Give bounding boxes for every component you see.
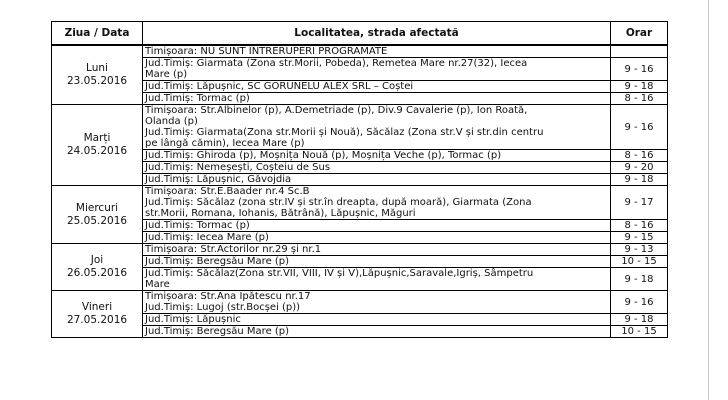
header-day: Ziua / Data: [52, 22, 143, 46]
hours-cell: [611, 45, 668, 58]
hours-cell: 10 - 15: [611, 256, 668, 268]
location-cell: [143, 256, 611, 268]
day-name: Marți: [83, 132, 111, 144]
location-line: Jud.Timiș: Nemeșești, Coșteiu de Sus: [145, 162, 331, 173]
location-cell: [143, 268, 611, 291]
table-row: [52, 220, 668, 232]
hours-cell: 9 - 18: [611, 81, 668, 93]
location-line: Mare (p): [145, 69, 188, 80]
header-hours: Orar: [611, 22, 668, 46]
location-line: Jud.Timiș: Beregsău Mare (p): [145, 326, 290, 337]
location-cell: [143, 162, 611, 174]
location-cell: [143, 244, 611, 256]
table-row: [52, 58, 668, 81]
location-cell: [143, 150, 611, 162]
hours-cell: 9 - 16: [611, 291, 668, 314]
day-cell: [52, 244, 143, 291]
table-row: [52, 93, 668, 105]
hours-cell: 9 - 16: [611, 58, 668, 81]
table-row: [52, 105, 668, 150]
location-cell: [143, 81, 611, 93]
hours-cell: 9 - 20: [611, 162, 668, 174]
table-row: [52, 326, 668, 338]
location-cell: [143, 232, 611, 244]
header-location: Localitatea, strada afectată: [143, 22, 611, 46]
table-row: [52, 244, 668, 256]
location-line: Timișoara: Str.Actorilor nr.29 și nr.1: [145, 244, 322, 255]
hours-cell: 8 - 16: [611, 93, 668, 105]
table-row: [52, 314, 668, 326]
location-line: Jud.Timiș: Ghiroda (p), Moșnița Nouă (p), Moșnița Veche (p), Tormac (p): [145, 150, 502, 161]
day-date: 23.05.2016: [66, 75, 128, 87]
table-row: [52, 256, 668, 268]
day-cell: [52, 45, 143, 105]
table-row: [52, 162, 668, 174]
location-line: str.Morii, Romana, Iohanis, Bătrână), Lăpușnic, Măguri: [145, 208, 416, 219]
location-line: Mare: [145, 279, 170, 290]
table-row: [52, 232, 668, 244]
location-line: Olanda (p): [145, 116, 198, 127]
location-line: Timișoara: Str.Albinelor (p), A.Demetriade (p), Div.9 Cavalerie (p), Ion Roată,: [145, 105, 528, 116]
location-cell: [143, 326, 611, 338]
header-row: [52, 22, 668, 46]
location-line: Jud.Timiș: Tormac (p): [145, 93, 250, 104]
table-row: [52, 150, 668, 162]
table-row: [52, 186, 668, 220]
location-line: Timișoara: NU SUNT ÎNTRERUPERI PROGRAMATE: [145, 46, 388, 57]
hours-cell: 9 - 18: [611, 174, 668, 186]
table-row: [52, 81, 668, 93]
location-cell: [143, 58, 611, 81]
day-date: 24.05.2016: [66, 145, 128, 157]
location-line: Jud.Timiș: Iecea Mare (p): [145, 232, 269, 243]
location-line: Jud.Timiș: Lugoj (str.Bocșei (p)): [145, 302, 301, 313]
table-row: [52, 268, 668, 291]
location-line: Jud.Timiș: Lăpușnic, Găvojdia: [145, 174, 292, 185]
hours-cell: 9 - 13: [611, 244, 668, 256]
day-date: 25.05.2016: [66, 214, 128, 227]
table-row: [52, 291, 668, 314]
day-cell: [52, 291, 143, 338]
location-cell: [143, 105, 611, 150]
page-edge-line: [708, 0, 709, 400]
hours-cell: 9 - 18: [611, 268, 668, 291]
hours-cell: 10 - 15: [611, 326, 668, 338]
location-line: Jud.Timiș: Săcălaz(Zona str.VII, VIII, IV și V),Lăpușnic,Saravale,Igriș, Sâmpetru: [145, 268, 534, 279]
day-date: 27.05.2016: [66, 314, 128, 326]
table-row: [52, 45, 668, 58]
hours-cell: 9 - 16: [611, 105, 668, 150]
location-line: Jud.Timiș: Beregsău Mare (p): [145, 256, 290, 267]
day-name: Luni: [86, 62, 108, 74]
location-line: Jud.Timiș: Lăpușnic, SC GORUNELU ALEX SRL – Coștei: [145, 81, 414, 92]
location-cell: [143, 186, 611, 220]
location-line: Jud.Timiș: Giarmata(Zona str.Morii și Nouă), Săcălaz (Zona str.V și str.din centru: [145, 127, 544, 138]
location-cell: [143, 314, 611, 326]
hours-cell: 9 - 18: [611, 314, 668, 326]
location-cell: [143, 93, 611, 105]
hours-cell: 9 - 17: [611, 186, 668, 220]
hours-cell: 9 - 15: [611, 232, 668, 244]
location-cell: [143, 291, 611, 314]
day-cell: [52, 186, 143, 244]
location-line: Jud.Timiș: Lăpușnic: [145, 314, 241, 325]
day-name: Vineri: [81, 301, 113, 313]
hours-cell: 8 - 16: [611, 150, 668, 162]
location-line: Timișoara: Str.E.Baader nr.4 Sc.B: [145, 186, 310, 197]
day-cell: [52, 105, 143, 186]
location-cell: [143, 220, 611, 232]
day-name: Joi: [90, 254, 104, 266]
outage-schedule-table: [51, 21, 668, 338]
location-line: pe lângă cămin), Iecea Mare (p): [145, 138, 305, 149]
location-line: Jud.Timiș: Săcălaz (zona str.IV și str.în dreapta, după moară), Giarmata (Zona: [145, 197, 532, 208]
location-line: Jud.Timiș: Giarmata (Zona str.Morii, Pobeda), Remetea Mare nr.27(32), Iecea: [145, 58, 528, 69]
location-cell: [143, 174, 611, 186]
location-cell: [143, 45, 611, 58]
day-name: Miercuri: [75, 201, 119, 214]
location-line: Timișoara: Str.Ana Ipătescu nr.17: [145, 291, 311, 302]
day-date: 26.05.2016: [66, 267, 128, 279]
table-row: [52, 174, 668, 186]
location-line: Jud.Timiș: Tormac (p): [145, 220, 250, 231]
schedule-body: [52, 45, 668, 338]
hours-cell: 8 - 16: [611, 220, 668, 232]
